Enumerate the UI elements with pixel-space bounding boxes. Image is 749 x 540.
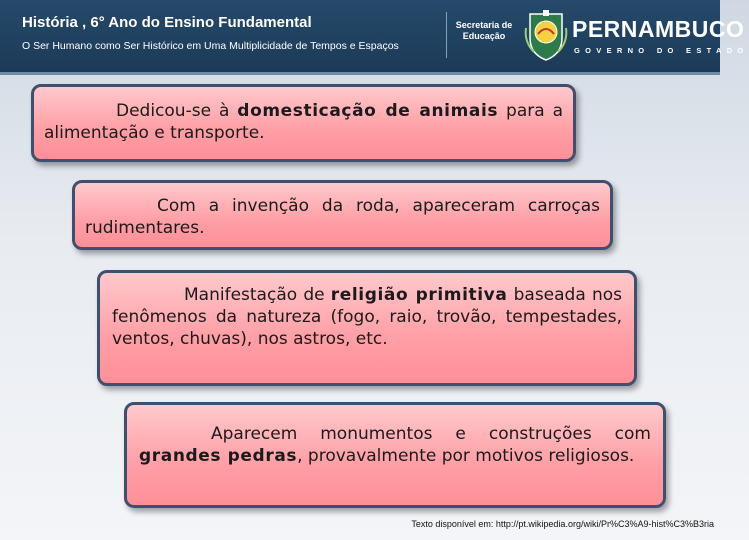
course-subtitle: O Ser Humano como Ser Histórico em Uma Multiplicidade de Tempos e Espaços xyxy=(22,40,399,52)
box-text-bold: domesticação de animais xyxy=(237,101,499,121)
content-box-3 xyxy=(97,270,637,386)
content-box-1 xyxy=(31,84,576,162)
box-text-bold: grandes pedras xyxy=(139,446,298,466)
course-title: História , 6° Ano do Ensino Fundamental xyxy=(22,14,312,31)
content-box-4 xyxy=(124,402,666,508)
box-text-after: para a alimentação e transporte. xyxy=(44,101,564,143)
brand-name: PERNAMBUCO xyxy=(572,16,745,42)
secretaria-label xyxy=(452,20,516,42)
header-divider xyxy=(446,12,447,58)
box-text-before: Dedicou-se à xyxy=(116,101,238,121)
box-text xyxy=(85,195,600,239)
box-text-after: , provavalmente por motivos religiosos. xyxy=(297,446,635,466)
brand-tagline: GOVERNO DO ESTADO xyxy=(574,46,749,55)
box-text xyxy=(112,284,622,350)
box-text xyxy=(139,423,651,467)
box-text-before: Com a invenção da roda, apareceram carroças rudimentares. xyxy=(85,196,600,238)
box-text-before: Aparecem monumentos e construções com xyxy=(211,424,651,444)
box-text xyxy=(44,100,563,144)
source-credit: Texto disponível em: http://pt.wikipedia.org/wiki/Pr%C3%A9-hist%C3%B3ria xyxy=(411,519,714,529)
state-seal-icon xyxy=(522,8,570,62)
secretaria-line-1: Secretaria de xyxy=(455,20,513,30)
box-text-before: Manifestação de xyxy=(184,285,331,305)
secretaria-line-2: Educação xyxy=(462,31,506,41)
header-bar xyxy=(0,0,749,75)
box-text-after: baseada nos fenômenos da natureza (fogo, raio, trovão, tempestades, ventos, chuvas), nos astros, etc. xyxy=(112,285,622,349)
content-box-2 xyxy=(72,180,613,250)
box-text-bold: religião primitiva xyxy=(330,285,508,305)
